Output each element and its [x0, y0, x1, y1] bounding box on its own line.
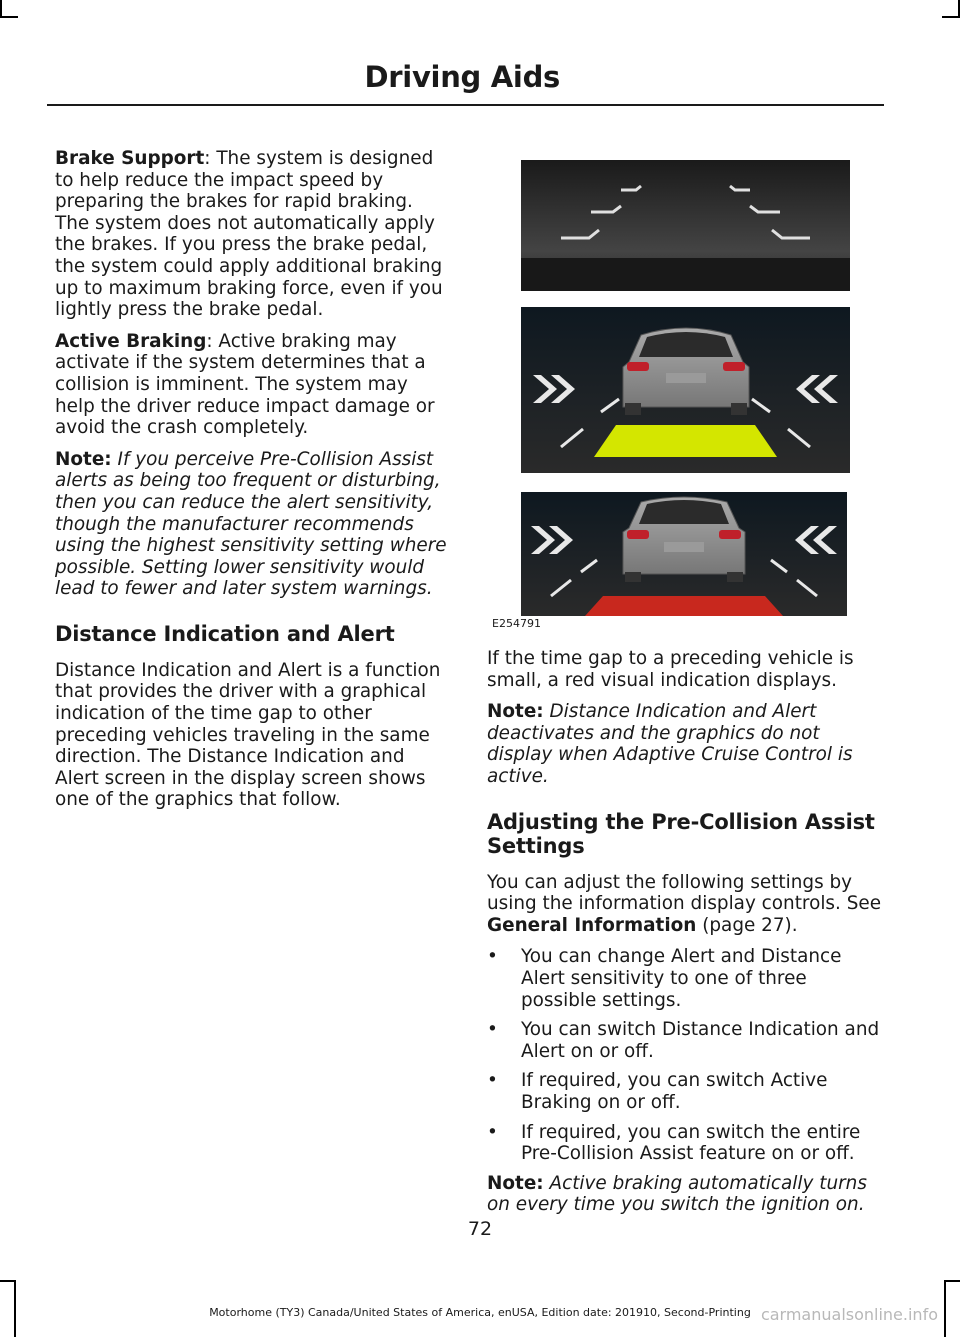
figure-code: E254791 [492, 617, 541, 630]
graphic-green-distance [521, 307, 850, 473]
note-text: Active braking automatically turns on every time you switch the ignition on. [487, 1172, 867, 1216]
note-adaptive-cruise [487, 701, 882, 787]
distance-indication-paragraph: Distance Indication and Alert is a function that provides the driver with a graphical indication of the time gap to other preceding vehicles traveling in the same direction. The Distance Indication and Alert screen in the display screen shows one of the graphics that follow. [55, 659, 441, 811]
page-title: Driving Aids [364, 60, 560, 94]
note-sensitivity [55, 449, 449, 600]
list-item: • If required, you can switch Active Braking on or off. [487, 1070, 882, 1113]
footer-edition: Motorhome (TY3) Canada/United States of America, enUSA, Edition date: 201910, Second-Printing [209, 1306, 751, 1319]
page-number: 72 [467, 1218, 493, 1240]
crop-mark [942, 16, 960, 18]
active-braking-paragraph [55, 331, 449, 439]
right-column [487, 648, 882, 1226]
list-item: • You can switch Distance Indication and Alert on or off. [487, 1019, 882, 1062]
active-braking-text: : Active braking may activate if the system determines that a collision is imminent. The system may help the driver reduce impact damage or avoid the crash completely. [55, 330, 435, 439]
note-text: Distance Indication and Alert deactivates and the graphics do not display when Adaptive Cruise Control is active. [487, 701, 853, 787]
note-label: Note: [55, 448, 112, 470]
graphic-no-vehicle [521, 160, 850, 291]
crop-mark [0, 1280, 16, 1282]
active-braking-label: Active Braking [55, 330, 207, 352]
header-rule [47, 104, 884, 106]
graphic-red-distance [521, 492, 847, 616]
watermark[interactable]: carmanualsonline.info [760, 1305, 938, 1324]
note-label: Note: [487, 1172, 544, 1194]
left-column [55, 148, 449, 821]
brake-support-label: Brake Support [55, 148, 205, 169]
general-information-link[interactable]: General Information [487, 914, 697, 936]
adjust-intro-text: You can adjust the following settings by using the information display controls. See [487, 871, 882, 915]
adjust-intro-page: (page 27). [696, 914, 798, 936]
adjust-intro-paragraph [487, 872, 882, 937]
crop-mark [0, 16, 18, 18]
brake-support-paragraph [55, 148, 449, 321]
note-label: Note: [487, 701, 544, 723]
list-item: • You can change Alert and Distance Alert sensitivity to one of three possible settings. [487, 946, 882, 1011]
brake-support-text: : The system is designed to help reduce the impact speed by preparing the brakes for rapid braking. The system does not automatically apply the brakes. If you press the brake pedal, the system could apply additional braking up to maximum braking force, even if you lightly press the brake pedal. [55, 148, 443, 321]
heading-distance-indication: Distance Indication and Alert [55, 621, 395, 646]
note-text: If you perceive Pre-Collision Assist alerts as being too frequent or disturbing, then you can reduce the alert sensitivity, though the manufacturer recommends using the highest sensitivity setting where possible. Setting lower sensitivity would lead to fewer and later system warnings. [55, 448, 447, 600]
settings-list [487, 946, 882, 1164]
note-active-braking [487, 1173, 882, 1216]
red-indication-paragraph: If the time gap to a preceding vehicle is small, a red visual indication displays. [487, 648, 854, 691]
crop-mark [944, 1280, 960, 1282]
list-item: • If required, you can switch the entire Pre-Collision Assist feature on or off. [487, 1122, 882, 1165]
heading-adjusting-settings: Adjusting the Pre-Collision Assist Settings [487, 809, 875, 858]
